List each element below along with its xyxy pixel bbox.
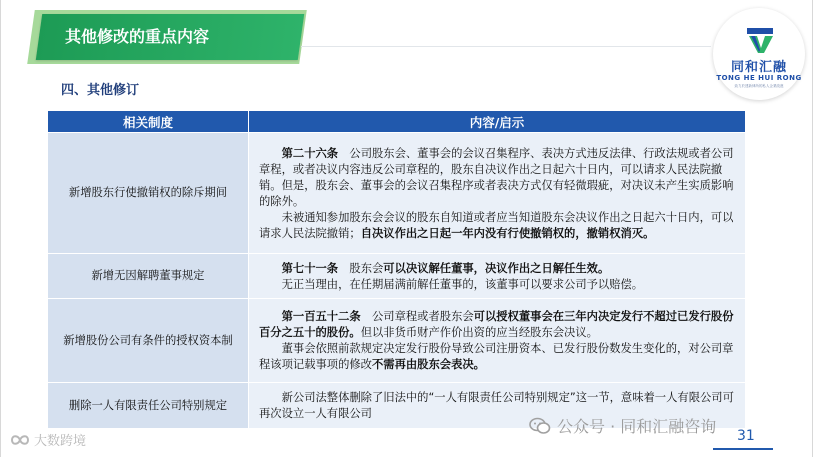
content-paragraph <box>259 277 737 293</box>
watermark-right-text: 公众号 · 同和汇融咨询 <box>557 417 717 436</box>
article-number: 第七十一条 <box>281 261 339 275</box>
topic-label: 新增股份公司有条件的授权资本制 <box>63 333 233 347</box>
topic-cell <box>48 133 249 254</box>
content-text: 未被通知参加股东会会议的股东自知道或者应当知道股东会决议作出之日起六十日内，可以请求人民法院撤销； <box>259 210 734 240</box>
logo-mark-icon <box>745 26 775 54</box>
table-row <box>48 299 746 383</box>
topic-cell <box>48 254 249 299</box>
content-text: 新公司法整体删除了旧法中的“一人有限责任公司特别规定”这一节，意味着一人有限公司可再次设立一人有限公司 <box>259 391 734 420</box>
column-header-content: 内容/启示 <box>249 111 746 133</box>
content-text: 董事会依照前款规定决定发行股份导致公司注册资本、已发行股份数发生变化的，对公司章程该项记载事项的修改 <box>259 342 734 371</box>
article-number: 第二十六条 <box>281 146 339 160</box>
content-paragraph <box>259 309 737 341</box>
content-cell <box>249 254 746 299</box>
page-number: 31 <box>737 428 755 444</box>
content-text: 但以非货币财产作价出资的应当经股东会决议。 <box>360 326 598 339</box>
table-header-row <box>48 111 746 133</box>
content-cell <box>249 133 746 254</box>
content-paragraph <box>259 210 737 242</box>
content-text: 公司股东会、董事会的会议召集程序、表决方式违反法律、行政法规或者公司章程，或者决议内容违反公司章程的，股东自决议作出之日起六十日内，可以请求人民法院撤销。但是，股东会、董事会的会议召集程序或者表决方式仅有轻微瑕疵，对决议未产生实质影响的除外。 <box>259 146 734 208</box>
content-text: 无正当理由，在任期届满前解任董事的，该董事可以要求公司予以赔偿。 <box>281 277 644 291</box>
section-heading: 四、其他修订 <box>61 83 140 98</box>
content-text: 公司章程或者股东会 <box>360 310 474 323</box>
revision-table <box>47 110 746 429</box>
logo-name-cn: 同和汇融 <box>730 60 787 75</box>
topic-label: 新增无因解聘董事规定 <box>91 269 205 282</box>
content-paragraph <box>259 146 737 210</box>
content-paragraph <box>259 341 737 373</box>
topic-cell <box>48 383 249 429</box>
watermark-right <box>529 414 716 437</box>
article-number: 第一百五十二条 <box>281 310 361 323</box>
content-text: 股东会 <box>338 261 384 275</box>
content-emphasis: 自决议作出之日起一年内没有行使撤销权的，撤销权消灭。 <box>360 226 655 240</box>
content-emphasis: 可以决议解任董事，决议作出之日解任生效。 <box>383 261 610 275</box>
logo-name-en: TONG HE HUI RONG <box>716 74 802 82</box>
topic-cell <box>48 299 249 383</box>
header-divider <box>301 46 711 47</box>
content-emphasis: 不需再由股东会表决。 <box>371 358 485 371</box>
topic-label: 新增股东行使撤销权的除斥期间 <box>68 186 228 199</box>
topic-label: 删除一人有限责任公司特别规定 <box>68 398 228 412</box>
company-logo <box>713 8 805 100</box>
logo-tagline: 致力於建新律所的私人企業改進 <box>734 84 784 88</box>
content-emphasis: 可以授权董事会在三年内决定发行不超过已发行股份百分之五十的股份。 <box>259 310 734 339</box>
watermark-left <box>9 430 86 449</box>
page-title: 其他修改的重点内容 <box>65 27 210 46</box>
infinity-logo-icon <box>9 431 31 449</box>
content-cell <box>249 299 746 383</box>
page-number-underline <box>713 448 773 450</box>
wechat-icon <box>529 417 551 435</box>
column-header-topic: 相关制度 <box>48 111 249 133</box>
table-row <box>48 133 746 254</box>
table-row <box>48 254 746 299</box>
content-paragraph <box>259 261 737 277</box>
watermark-left-text: 大数跨境 <box>34 434 87 449</box>
